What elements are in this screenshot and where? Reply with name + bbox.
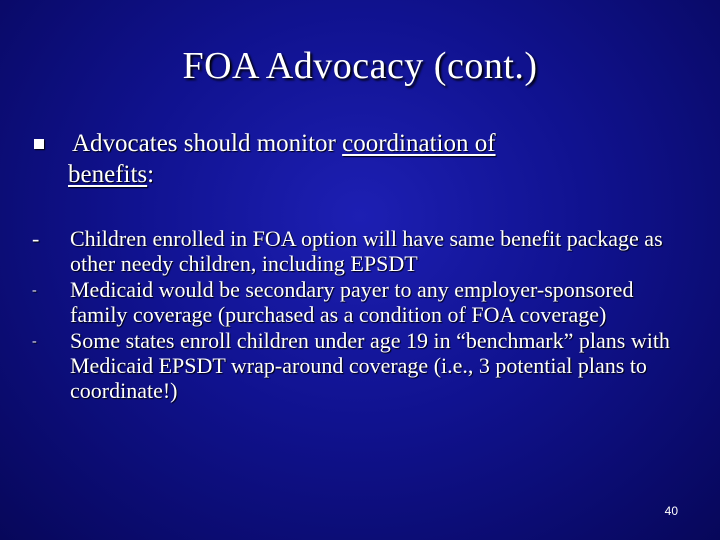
sub-bullet-text: Medicaid would be secondary payer to any employer-sponsored family coverage (purchased as a condition of FOA coverage)	[70, 277, 634, 327]
dash-bullet-icon: -	[32, 283, 37, 298]
sub-bullet-text: Some states enroll children under age 19 in “benchmark” plans with Medicaid EPSDT wrap-around coverage (i.e., 3 potential plans to coordinate!)	[70, 328, 670, 403]
main-bullet	[34, 128, 674, 190]
main-bullet-emphasis-2: benefits	[68, 161, 148, 188]
sub-bullet-item	[32, 328, 692, 403]
page-number: 40	[664, 504, 678, 518]
main-bullet-emphasis-1: coordination of	[342, 130, 496, 157]
sub-bullet-text: Children enrolled in FOA option will have same benefit package as other needy children, including EPSDT	[70, 226, 663, 276]
sub-bullet-item	[32, 226, 692, 276]
dash-bullet-icon: -	[32, 334, 37, 349]
main-bullet-text	[68, 128, 674, 190]
dash-bullet-icon: -	[32, 226, 40, 251]
main-bullet-suffix: :	[147, 161, 155, 188]
main-bullet-prefix: Advocates should monitor	[72, 130, 343, 157]
square-bullet-icon	[34, 139, 44, 149]
sub-bullet-list	[32, 226, 692, 404]
sub-bullet-item	[32, 277, 692, 327]
slide-title: FOA Advocacy (cont.)	[182, 45, 538, 87]
